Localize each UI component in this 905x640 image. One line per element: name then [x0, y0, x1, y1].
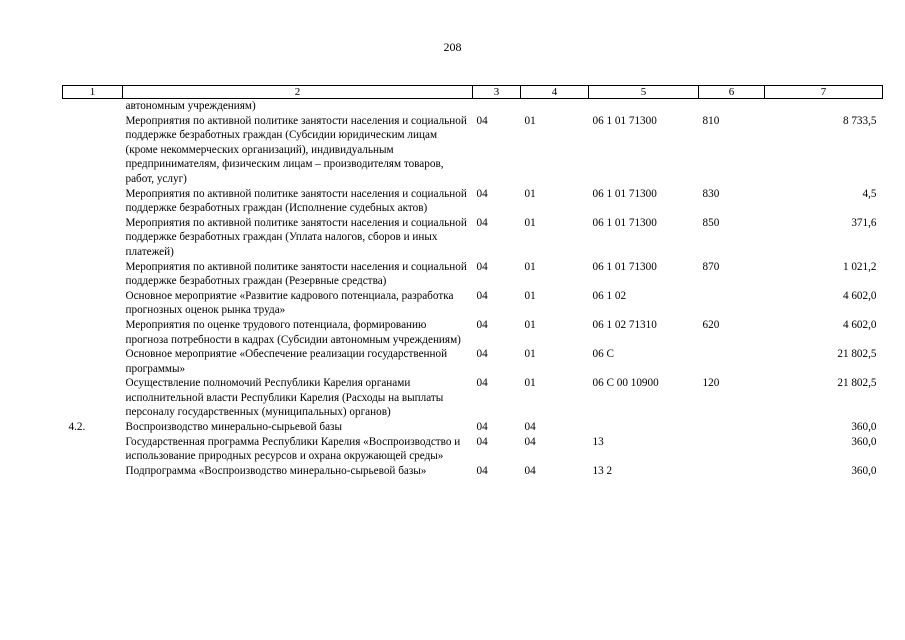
header-cell: 7	[765, 86, 883, 99]
target-article-cell: 06 1 01 71300	[592, 114, 657, 127]
section-code-cell: 04	[476, 435, 488, 448]
target-article-cell	[589, 420, 699, 435]
subsection-code-cell: 04	[524, 464, 536, 477]
row-name-cell: Мероприятия по активной политике занятости населения и социальной поддержке безработных граждан (Исполнение судебных актов)	[125, 187, 467, 215]
header-row	[63, 86, 883, 99]
section-code-cell	[473, 99, 521, 114]
target-article-cell: 06 С	[592, 348, 614, 361]
table-row	[63, 435, 883, 464]
subsection-code-cell: 04	[524, 435, 536, 448]
header-cell: 2	[123, 86, 473, 99]
subsection-code-cell: 01	[524, 289, 536, 302]
section-code-cell: 04	[476, 260, 488, 273]
table-row	[63, 318, 883, 347]
table-row	[63, 99, 883, 114]
table-row	[63, 187, 883, 216]
amount-cell: 360,0	[851, 464, 877, 477]
row-number-cell	[63, 347, 123, 376]
section-code-cell: 04	[476, 216, 488, 229]
row-name-cell: Воспроизводство минерально-сырьевой базы	[125, 421, 342, 434]
row-number-cell	[63, 216, 123, 260]
section-code-cell: 04	[476, 377, 488, 390]
header-cell: 3	[473, 86, 521, 99]
expense-type-cell: 850	[702, 216, 720, 229]
subsection-code-cell: 01	[524, 260, 536, 273]
amount-cell: 360,0	[851, 421, 877, 434]
header-cell: 6	[699, 86, 765, 99]
target-article-cell: 06 1 02 71310	[592, 318, 657, 331]
expense-type-cell	[699, 289, 765, 318]
expense-type-cell	[699, 420, 765, 435]
amount-cell: 4,5	[862, 187, 877, 200]
row-number-cell	[63, 114, 123, 187]
target-article-cell: 13	[592, 435, 604, 448]
row-name-cell: Подпрограмма «Воспроизводство минерально-сырьевой базы»	[125, 464, 427, 477]
row-number-cell	[63, 289, 123, 318]
table-row	[63, 464, 883, 479]
budget-table	[62, 85, 883, 478]
expense-type-cell	[699, 347, 765, 376]
subsection-code-cell: 01	[524, 216, 536, 229]
row-number-cell	[63, 187, 123, 216]
section-code-cell: 04	[476, 187, 488, 200]
amount-cell: 8 733,5	[842, 114, 877, 127]
target-article-cell: 13 2	[592, 464, 613, 477]
amount-cell: 1 021,2	[842, 260, 877, 273]
row-name-cell: Основное мероприятие «Развитие кадрового потенциала, разработка прогнозных оценок рынка труда»	[125, 289, 454, 317]
row-name-cell: Основное мероприятие «Обеспечение реализации государственной программы»	[125, 348, 448, 375]
table-row	[63, 114, 883, 187]
section-code-cell: 04	[476, 114, 488, 127]
subsection-code-cell: 01	[524, 114, 536, 127]
row-name-cell: Мероприятия по оценке трудового потенциала, формированию прогноза потребности в кадрах (Субсидии автономным учреждениям)	[125, 318, 461, 346]
row-name-cell: Мероприятия по активной политике занятости населения и социальной поддержке безработных граждан (Уплата налогов, сборов и иных платежей)	[125, 216, 467, 258]
amount-cell: 21 802,5	[837, 348, 877, 361]
row-name-cell: Осуществление полномочий Республики Карелия органами исполнительной власти Республики Карелия (Расходы на выплаты персоналу государственных (муниципальных) органов)	[125, 377, 444, 419]
expense-type-cell	[699, 464, 765, 479]
amount-cell	[765, 99, 883, 114]
row-number-cell: 4.2.	[68, 421, 86, 434]
row-number-cell	[63, 376, 123, 420]
target-article-cell: 06 1 01 71300	[592, 216, 657, 229]
section-code-cell: 04	[476, 464, 488, 477]
row-number-cell	[63, 260, 123, 289]
subsection-code-cell: 01	[524, 318, 536, 331]
row-number-cell	[63, 435, 123, 464]
expense-type-cell	[699, 435, 765, 464]
amount-cell: 360,0	[851, 435, 877, 448]
section-code-cell: 04	[476, 318, 488, 331]
table-row	[63, 420, 883, 435]
expense-type-cell: 810	[702, 114, 720, 127]
subsection-code-cell: 01	[524, 348, 536, 361]
expense-type-cell: 620	[702, 318, 720, 331]
page-number: 208	[443, 40, 462, 54]
subsection-code-cell: 01	[524, 377, 536, 390]
expense-type-cell: 830	[702, 187, 720, 200]
row-name-cell: Мероприятия по активной политике занятости населения и социальной поддержке безработных граждан (Резервные средства)	[125, 260, 467, 288]
table-row	[63, 289, 883, 318]
target-article-cell	[589, 99, 699, 114]
row-number-cell	[63, 464, 123, 479]
subsection-code-cell: 04	[524, 421, 536, 434]
target-article-cell: 06 1 01 71300	[592, 260, 657, 273]
table-row	[63, 216, 883, 260]
row-name-cell: Государственная программа Республики Карелия «Воспроизводство и использование природных ресурсов и охрана окружающей среды»	[125, 435, 461, 463]
section-code-cell: 04	[476, 289, 488, 302]
subsection-code-cell: 01	[524, 187, 536, 200]
row-number-cell	[63, 318, 123, 347]
expense-type-cell	[699, 99, 765, 114]
table-row	[63, 376, 883, 420]
section-code-cell: 04	[476, 421, 488, 434]
target-article-cell: 06 С 00 10900	[592, 377, 659, 390]
row-number-cell	[63, 99, 123, 114]
section-code-cell: 04	[476, 348, 488, 361]
target-article-cell: 06 1 01 71300	[592, 187, 657, 200]
expense-type-cell: 870	[702, 260, 720, 273]
amount-cell: 4 602,0	[842, 318, 877, 331]
header-cell: 4	[521, 86, 589, 99]
subsection-code-cell	[521, 99, 589, 114]
amount-cell: 21 802,5	[837, 377, 877, 390]
header-cell: 1	[63, 86, 123, 99]
amount-cell: 4 602,0	[842, 289, 877, 302]
table-row	[63, 260, 883, 289]
row-name-cell: автономным учреждениям)	[125, 100, 256, 112]
target-article-cell: 06 1 02	[592, 289, 627, 302]
amount-cell: 371,6	[851, 216, 877, 229]
table-row	[63, 347, 883, 376]
expense-type-cell: 120	[702, 377, 720, 390]
header-cell: 5	[589, 86, 699, 99]
row-name-cell: Мероприятия по активной политике занятости населения и социальной поддержке безработных граждан (Субсидии юридическим лицам (кроме некоммерческих организаций), индивидуальным предпринимателям, физическим лицам – производителям товаров, работ, услуг)	[125, 114, 467, 185]
